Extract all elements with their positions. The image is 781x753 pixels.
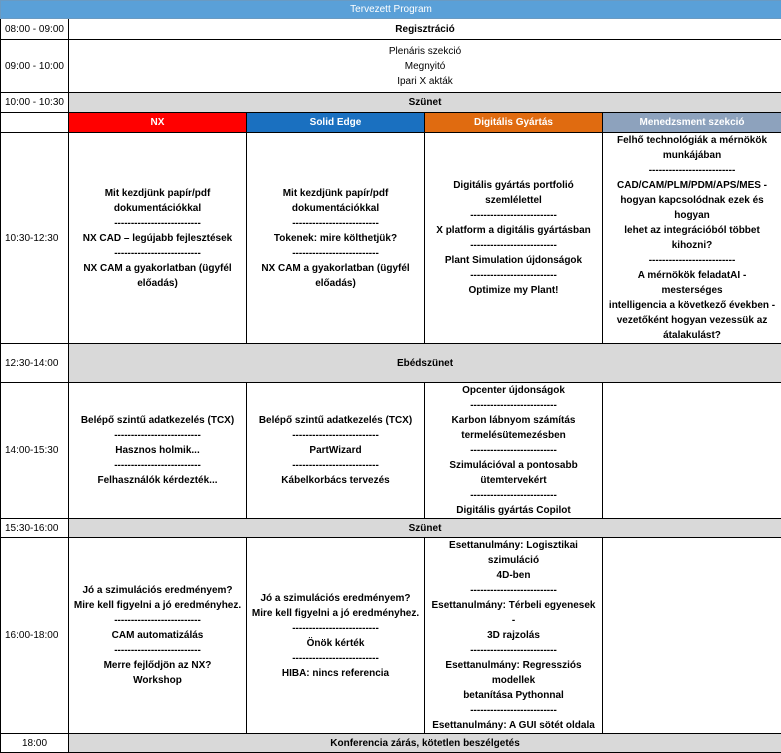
time-slot: 12:30-14:00	[1, 344, 69, 383]
separator: --------------------------	[251, 246, 420, 261]
session-line: HIBA: nincs referencia	[251, 666, 420, 681]
empty-cell	[603, 383, 781, 519]
session-line: X platform a digitális gyártásban	[429, 223, 598, 238]
lunch-break: Ebédszünet	[69, 344, 781, 383]
separator: --------------------------	[607, 163, 777, 178]
time-slot: 10:00 - 10:30	[1, 93, 69, 113]
plenary-item: Ipari X akták	[69, 74, 781, 89]
break: Szünet	[69, 93, 781, 113]
session-line: dokumentációkkal	[251, 201, 420, 216]
session-line: Mit kezdjünk papír/pdf	[251, 186, 420, 201]
session-line: betanítása Pythonnal	[429, 688, 598, 703]
separator: --------------------------	[607, 253, 777, 268]
registration: Regisztráció	[69, 19, 781, 40]
empty-cell	[1, 113, 69, 133]
session-cell	[247, 383, 425, 519]
break: Szünet	[69, 519, 781, 538]
session-line: Felhő technológiák a mérnökök	[607, 133, 777, 148]
session-line: ütemtervekért	[429, 473, 598, 488]
separator: --------------------------	[251, 621, 420, 636]
session-line: Szimulációval a pontosabb	[429, 458, 598, 473]
session-line: Esettanulmány: A GUI sötét oldala	[429, 718, 598, 733]
separator: --------------------------	[429, 488, 598, 503]
separator: --------------------------	[429, 398, 598, 413]
track-header-management: Menedzsment szekció	[603, 113, 781, 133]
session-line: Plant Simulation újdonságok	[429, 253, 598, 268]
separator: --------------------------	[429, 208, 598, 223]
time-slot: 09:00 - 10:00	[1, 40, 69, 93]
session-line: lehet az integrációból többet	[607, 223, 777, 238]
session-line: Karbon lábnyom számítás	[429, 413, 598, 428]
session-line: Mire kell figyelni a jó eredményhez.	[251, 606, 420, 621]
session-line: vezetőként hogyan vezessük az	[607, 313, 777, 328]
session-cell	[603, 133, 781, 344]
session-line: Belépő szintű adatkezelés (TCX)	[73, 413, 242, 428]
session-line: Esettanulmány: Térbeli egyenesek -	[429, 598, 598, 628]
separator: --------------------------	[429, 703, 598, 718]
program-title: Tervezett Program	[1, 1, 781, 19]
session-line: Tokenek: mire költhetjük?	[251, 231, 420, 246]
session-line: előadás)	[73, 276, 242, 291]
separator: --------------------------	[251, 216, 420, 231]
separator: --------------------------	[73, 246, 242, 261]
separator: --------------------------	[429, 443, 598, 458]
session-line: Esettanulmány: Regressziós modellek	[429, 658, 598, 688]
session-line: munkájában	[607, 148, 777, 163]
session-line: Esettanulmány: Logisztikai szimuláció	[429, 538, 598, 568]
separator: --------------------------	[73, 643, 242, 658]
session-line: intelligencia a következő években -	[607, 298, 777, 313]
session-line: hogyan kapcsolódnak ezek és hogyan	[607, 193, 777, 223]
separator: --------------------------	[73, 216, 242, 231]
session-line: Jó a szimulációs eredményem?	[73, 583, 242, 598]
separator: --------------------------	[251, 428, 420, 443]
session-cell	[69, 383, 247, 519]
time-slot: 10:30-12:30	[1, 133, 69, 344]
session-line: NX CAM a gyakorlatban (ügyfél	[73, 261, 242, 276]
session-cell	[247, 538, 425, 734]
plenary-title: Plenáris szekció	[69, 44, 781, 59]
session-line: átalakulást?	[607, 328, 777, 343]
separator: --------------------------	[73, 428, 242, 443]
separator: --------------------------	[429, 643, 598, 658]
session-line: előadás)	[251, 276, 420, 291]
track-header-digital-manufacturing: Digitális Gyártás	[425, 113, 603, 133]
session-line: Mit kezdjünk papír/pdf	[73, 186, 242, 201]
session-line: CAD/CAM/PLM/PDM/APS/MES -	[607, 178, 777, 193]
separator: --------------------------	[73, 458, 242, 473]
session-line: Merre fejlődjön az NX?	[73, 658, 242, 673]
session-cell	[425, 133, 603, 344]
time-slot: 15:30-16:00	[1, 519, 69, 538]
session-line: Opcenter újdonságok	[429, 383, 598, 398]
time-slot: 08:00 - 09:00	[1, 19, 69, 40]
session-line: Hasznos holmik...	[73, 443, 242, 458]
session-cell	[69, 133, 247, 344]
plenary-session	[69, 40, 781, 93]
session-line: Optimize my Plant!	[429, 283, 598, 298]
separator: --------------------------	[429, 238, 598, 253]
time-slot: 16:00-18:00	[1, 538, 69, 734]
session-cell	[247, 133, 425, 344]
session-line: NX CAM a gyakorlatban (ügyfél	[251, 261, 420, 276]
session-cell	[425, 383, 603, 519]
separator: --------------------------	[73, 613, 242, 628]
session-line: 4D-ben	[429, 568, 598, 583]
session-line: NX CAD – legújabb fejlesztések	[73, 231, 242, 246]
track-header-solid-edge: Solid Edge	[247, 113, 425, 133]
session-line: Workshop	[73, 673, 242, 688]
separator: --------------------------	[429, 268, 598, 283]
session-cell	[425, 538, 603, 734]
time-slot: 18:00	[1, 734, 69, 753]
session-line: 3D rajzolás	[429, 628, 598, 643]
session-line: Önök kérték	[251, 636, 420, 651]
session-cell	[69, 538, 247, 734]
session-line: A mérnökök feladatAI - mesterséges	[607, 268, 777, 298]
session-line: dokumentációkkal	[73, 201, 242, 216]
session-line: szemlélettel	[429, 193, 598, 208]
session-line: Digitális gyártás portfolió	[429, 178, 598, 193]
separator: --------------------------	[251, 651, 420, 666]
session-line: termelésütemezésben	[429, 428, 598, 443]
session-line: Digitális gyártás Copilot	[429, 503, 598, 518]
session-line: CAM automatizálás	[73, 628, 242, 643]
separator: --------------------------	[251, 458, 420, 473]
session-line: PartWizard	[251, 443, 420, 458]
session-line: kihozni?	[607, 238, 777, 253]
separator: --------------------------	[429, 583, 598, 598]
closing: Konferencia zárás, kötetlen beszélgetés	[69, 734, 781, 753]
session-line: Jó a szimulációs eredményem?	[251, 591, 420, 606]
time-slot: 14:00-15:30	[1, 383, 69, 519]
session-line: Mire kell figyelni a jó eredményhez.	[73, 598, 242, 613]
plenary-item: Megnyitó	[69, 59, 781, 74]
track-header-nx: NX	[69, 113, 247, 133]
session-line: Felhasználók kérdezték...	[73, 473, 242, 488]
session-line: Kábelkorbács tervezés	[251, 473, 420, 488]
empty-cell	[603, 538, 781, 734]
session-line: Belépő szintű adatkezelés (TCX)	[251, 413, 420, 428]
